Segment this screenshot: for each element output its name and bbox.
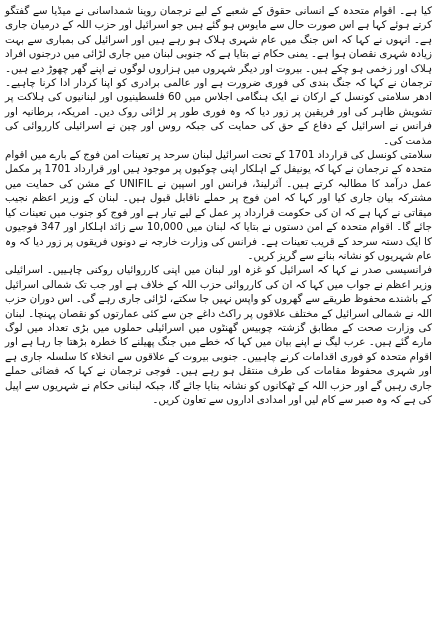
article-paragraph-3: فرانسیسی صدر نے کہا کہ اسرائیل کو غزہ اور لبنان میں اپنی کارروائیاں روکنی چاہییں۔ اسرائیلی وزیر اعظم نے جواب میں کہا کہ ان کی کارروائی حزب اللہ کے خلاف ہے اور جب تک شمالی اسرائیل کے باشندے محفوظ طریقے سے گھروں کو واپس نہیں جا سکتے، لڑائی جاری رہے گی۔ اس دوران حزب اللہ نے شمالی اسرائیل کے مختلف علاقوں پر راکٹ داغے جن سے کئی عمارتوں کو نقصان پہنچا۔ لبنان کی وزارت صحت کے مطابق گزشتہ چوبیس گھنٹوں میں اسرائیلی حملوں میں بڑی تعداد میں لوگ مارے گئے ہیں۔ عرب لیگ نے اپنے بیان میں کہا کہ خطے میں جنگ پھیلنے کا خطرہ بڑھتا جا رہا ہے اور اقوام متحدہ کو فوری اقدامات کرنے چاہییں۔ جنوبی بیروت کے علاقوں سے انخلاء کا سلسلہ جاری ہے اور شہری محفوظ مقامات کی طرف منتقل ہو رہے ہیں۔ فوجی ترجمان نے کہا کہ فضائی حملے جاری رہیں گے اور حزب اللہ کے ٹھکانوں کو نشانہ بنایا جائے گا، جبکہ لبنانی حکام نے شہریوں سے اپیل کی ہے کہ وہ صبر سے کام لیں اور امدادی اداروں سے تعاون کریں۔ (5, 264, 432, 406)
article-body (5, 4, 432, 407)
article-paragraph-2: سلامتی کونسل کی قرارداد 1701 کے تحت اسرائیل لبنان سرحد پر تعینات امن فوج کے بارے میں اقوام متحدہ کے ترجمان نے کہا کہ یونیفل کے اہلکار اپنی چوکیوں پر موجود ہیں اور قرارداد 1701 پر مکمل عمل درآمد کا مطالبہ کرتے ہیں۔ آئرلینڈ، فرانس اور اسپین نے UNIFIL کے مشن کی حمایت میں مشترکہ بیان جاری کیا اور کہا کہ امن فوج پر حملے ناقابل قبول ہیں۔ لبنان کے وزیر اعظم نجیب میقاتی نے کہا ہے کہ ان کی حکومت قرارداد پر عمل کے لیے تیار ہے اور فوج کو جنوب میں تعینات کیا جائے گا۔ اقوام متحدہ کے امن دستوں نے بتایا کہ لبنان میں 10,000 سے زائد اہلکار اور 347 فوجیوں کا ایک دستہ سرحد کے قریب تعینات ہے۔ فرانس کی وزارت خارجہ نے دونوں فریقوں پر زور دیا کہ وہ عام شہریوں کو نشانہ بنانے سے گریز کریں۔ (5, 149, 433, 262)
article-paragraph-1: کیا ہے۔ اقوام متحدہ کے انسانی حقوق کے شعبے کے لیے ترجمان روینا شمداسانی نے میڈیا سے گفتگو کرتے ہوئے کہا ہے اس صورت حال سے مایوس ہو گئے ہیں جو اسرائیل اور حزب اللہ کے درمیان جاری ہے۔ انہوں نے کہا کہ اس جنگ میں عام شہری ہلاک ہو رہے ہیں اور اسرائیل کی بمباری سے بہت زیادہ شہری نقصان ہوا ہے۔ یمنی حکام نے بتایا ہے کہ جنوبی لبنان میں جاری لڑائی میں درجنوں افراد ہلاک اور زخمی ہو چکے ہیں۔ بیروت اور دیگر شہروں میں ہزاروں لوگوں نے اپنے گھر چھوڑ دیے ہیں۔ ترجمان نے کہا کہ جنگ بندی کی فوری ضرورت ہے اور عالمی برادری کو اپنا کردار ادا کرنا چاہیے۔ ادھر سلامتی کونسل کے ارکان نے ایک ہنگامی اجلاس میں 60 فلسطینیوں اور لبنانیوں کی ہلاکت پر تشویش ظاہر کی اور فریقین پر زور دیا کہ وہ فوری طور پر لڑائی روک دیں۔ امریکہ، برطانیہ اور فرانس نے اسرائیل کے دفاع کے حق کی حمایت کی جبکہ روس اور چین نے اسرائیلی کارروائی کی مذمت کی۔ (5, 5, 432, 147)
